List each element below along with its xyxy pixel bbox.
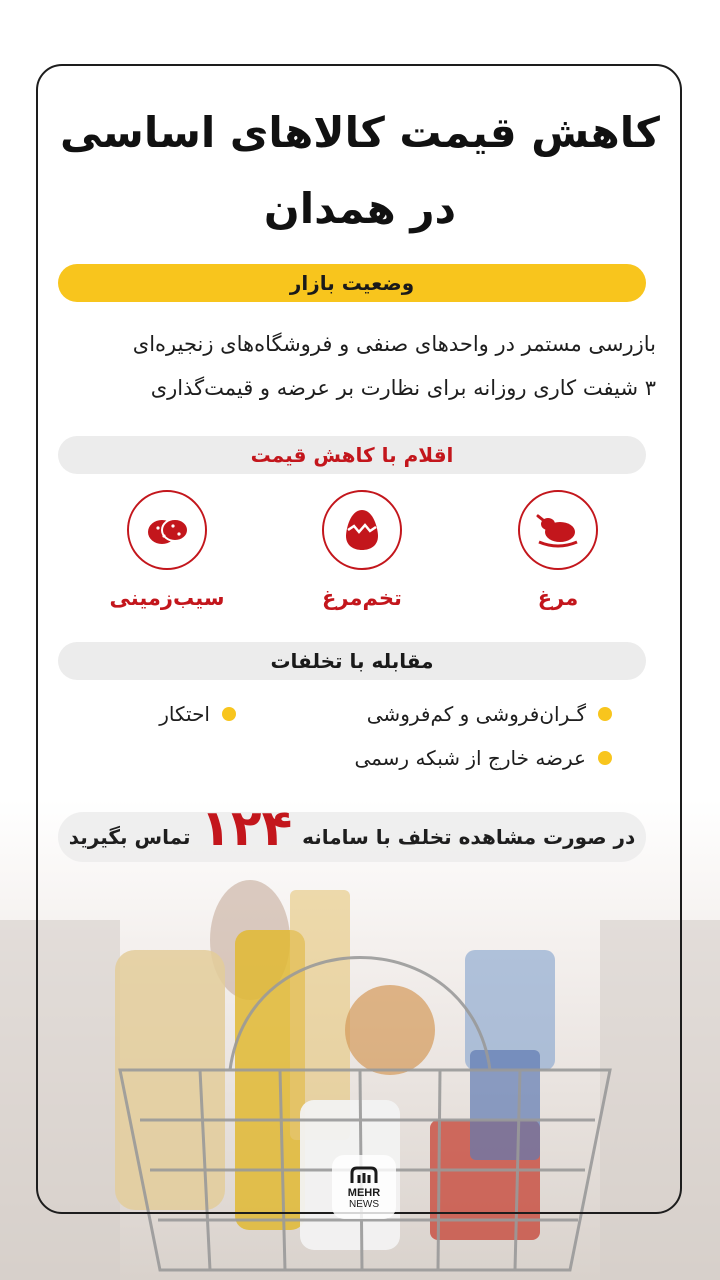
item-label-potato: سیب‌زمینی	[109, 586, 225, 610]
item-label-chicken: مرغ	[537, 586, 579, 610]
item-label-egg: تخم‌مرغ	[322, 586, 402, 610]
violation-item	[354, 746, 612, 770]
mehr-news-logo	[332, 1155, 396, 1219]
hotline-number: ۱۲۴	[200, 799, 293, 857]
bullet-dot	[598, 707, 612, 721]
logo-name: MEHR	[347, 1186, 381, 1199]
chicken-icon	[518, 490, 598, 570]
violation-item	[367, 702, 612, 726]
violation-text: عرضه خارج از شبکه رسمی	[354, 746, 586, 770]
market-status-heading: وضعیت بازار	[58, 264, 646, 302]
market-status-line-1: بازرسی مستمر در واحدهای صنفی و فروشگاه‌های زنجیره‌ای	[132, 332, 656, 356]
hotline-text-after: تماس بگیرید	[68, 825, 191, 849]
reduced-items-heading: اقلام با کاهش قیمت	[58, 436, 646, 474]
violation-text: احتکار	[159, 702, 210, 726]
bullet-dot	[222, 707, 236, 721]
infographic-frame	[36, 64, 682, 1214]
logo-sub: NEWS	[349, 1198, 379, 1210]
violation-item	[159, 702, 236, 726]
hotline-banner	[58, 799, 646, 862]
market-status-line-2: ۳ شیفت کاری روزانه برای نظارت بر عرضه و قیمت‌گذاری	[150, 376, 656, 400]
violations-heading: مقابله با تخلفات	[58, 642, 646, 680]
egg-icon	[322, 490, 402, 570]
hotline-text-before: در صورت مشاهده تخلف با سامانه	[302, 825, 636, 849]
title-line-2: در همدان	[263, 184, 457, 233]
title-line-1: کاهش قیمت کالاهای اساسی	[60, 108, 660, 157]
bullet-dot	[598, 751, 612, 765]
mehr-logo-mark-icon	[349, 1165, 379, 1187]
potato-icon	[127, 490, 207, 570]
violation-text: گـران‌فروشی و کم‌فروشی	[366, 702, 586, 726]
